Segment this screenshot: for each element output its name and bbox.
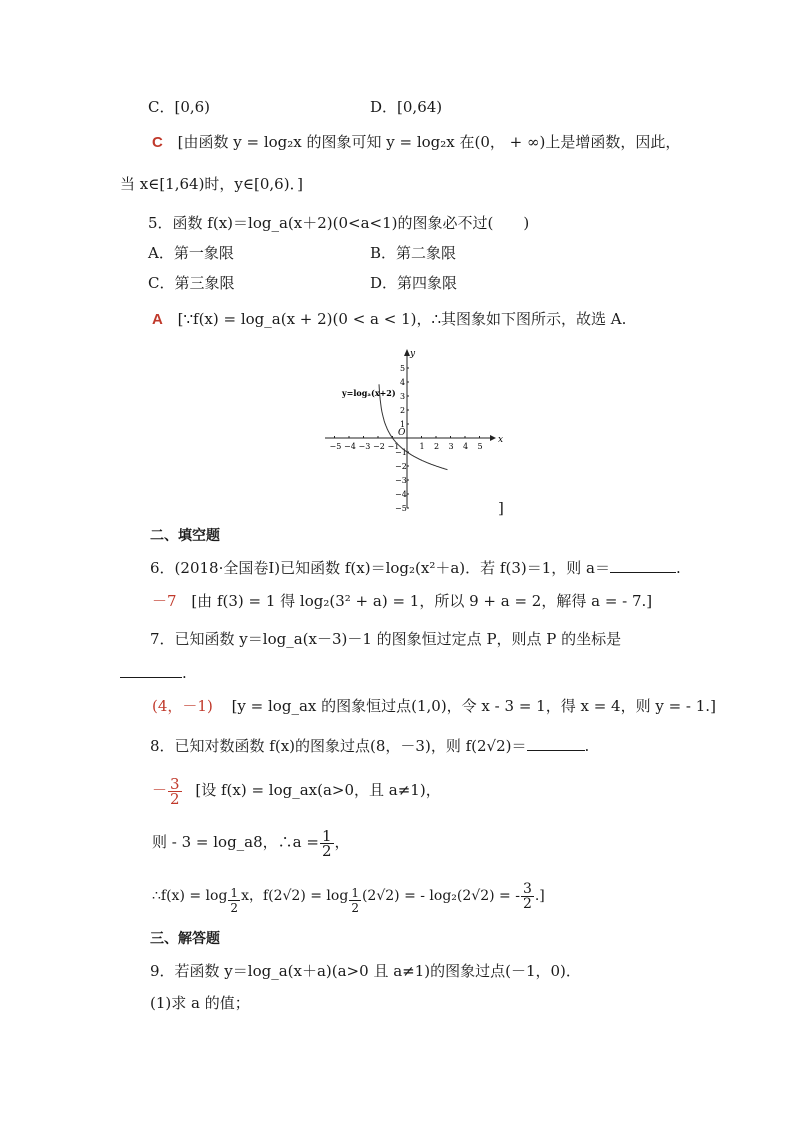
q8-answer-line3 <box>152 876 545 916</box>
q6-answer-text: [由 f(3) = 1 得 log₂(3² + a) = 1，所以 9 + a = 2，解得 a = - 7.] <box>191 592 653 610</box>
q8-line2-post: ， <box>334 833 350 851</box>
q8-line3-c: (2√2) = - log₂(2√2) = - <box>361 888 520 904</box>
q8-line3-b: x，f(2√2) = log <box>241 888 349 904</box>
y-tick-label: −2 <box>395 462 407 471</box>
q4-answer-letter: C <box>152 134 163 151</box>
x-tick-label: −5 <box>329 442 342 451</box>
x-tick-label: 1 <box>419 442 425 451</box>
q6-answer-value: －7 <box>152 592 177 610</box>
section-2-title: 二、填空题 <box>150 528 220 544</box>
y-tick-label: −4 <box>395 490 407 499</box>
q8-answer-blank <box>527 736 585 751</box>
x-tick-label: −3 <box>358 442 371 451</box>
q8-end: . <box>584 737 590 755</box>
section-3-title: 三、解答题 <box>150 931 220 947</box>
q8-line3-d: .] <box>534 888 545 904</box>
q4-option-d: D．[0,64) <box>370 98 443 116</box>
x-tick-label: −2 <box>373 442 385 451</box>
q8-text: 8．已知对数函数 f(x)的图象过点(8，－3)，则 f(2√2)＝ <box>150 737 527 755</box>
q7-answer-blank <box>120 663 182 678</box>
q5-stem: 5．函数 f(x)＝log_a(x＋2)(0<a<1)的图象必不过( ) <box>148 214 530 232</box>
y-tick-label: 5 <box>400 364 406 373</box>
x-axis-arrow <box>490 435 496 441</box>
y-tick-label: 4 <box>400 378 406 387</box>
x-tick-label: 4 <box>463 442 469 451</box>
curve-label: y=logₐ(x+2) <box>342 388 396 398</box>
q9-sub1: (1)求 a 的值； <box>150 994 250 1012</box>
q8-base-half-1: $\frac{1}{2}$ <box>230 886 239 915</box>
q6-end: . <box>676 559 681 577</box>
q6-answer <box>152 590 652 612</box>
origin-label: O <box>398 428 406 438</box>
q7-answer-text: [y = log_ax 的图象恒过点(1,0)，令 x - 3 = 1，得 x = 4，则 y = - 1.] <box>231 697 716 715</box>
q8-answer-line2 <box>152 822 350 862</box>
q8-result-fraction: $\frac{3}{2}$ <box>522 880 532 912</box>
q8-base-half-2: $\frac{1}{2}$ <box>351 886 359 915</box>
x-tick-label: −4 <box>344 442 356 451</box>
y-tick-label: 2 <box>400 406 406 415</box>
log-function-graph <box>320 346 510 516</box>
q4-answer-line2: 当 x∈[1,64)时，y∈[0,6)．] <box>120 175 303 193</box>
x-axis-label: x <box>498 435 504 445</box>
q5-answer-letter: A <box>152 311 163 328</box>
q7-stem: 7．已知函数 y＝log_a(x－3)－1 的图象恒过定点 P，则点 P 的坐标是 <box>150 630 622 648</box>
x-tick-label: 3 <box>448 442 454 451</box>
q7-end: . <box>182 664 187 682</box>
graph-close-bracket: ] <box>498 499 504 517</box>
q5-option-a: A．第一象限 <box>148 244 234 262</box>
q8-answer-sign: － <box>152 781 168 799</box>
x-tick-label: −1 <box>387 442 400 451</box>
q8-line2-text: 则 - 3 = log_a8，∴a = <box>152 833 319 851</box>
q9-stem: 9．若函数 y＝log_a(x＋a)(a>0 且 a≠1)的图象过点(－1，0)． <box>150 962 581 980</box>
q8-line3-a: ∴f(x) = log <box>152 888 228 904</box>
q4-answer-line1 <box>152 131 680 154</box>
x-tick-label: 5 <box>477 442 483 451</box>
q4-answer-text: [由函数 y = log₂x 的图象可知 y = log₂x 在(0， + ∞)上是增函数，因此， <box>177 133 681 151</box>
q4-option-c: C．[0,6) <box>148 98 211 116</box>
q5-answer <box>152 308 626 331</box>
q5-option-d: D．第四象限 <box>370 274 458 292</box>
x-tick-label: 2 <box>434 442 440 451</box>
q8-a-fraction: $\frac{1}{2}$ <box>321 826 332 860</box>
y-tick-label: 3 <box>400 392 406 401</box>
q5-answer-text: [∵f(x) = log_a(x + 2)(0 < a < 1)，∴其图象如下图所示，故选 A. <box>177 310 627 328</box>
q6-stem <box>150 557 681 579</box>
q8-answer-fraction: $\frac{3}{2}$ <box>170 774 180 808</box>
q7-blank-line <box>120 662 187 684</box>
y-tick-label: −1 <box>395 448 407 457</box>
q5-option-c: C．第三象限 <box>148 274 235 292</box>
q8-stem <box>150 735 589 757</box>
y-axis-label: y <box>410 349 416 359</box>
y-tick-label: 1 <box>400 420 406 429</box>
q5-option-b: B．第二象限 <box>370 244 457 262</box>
y-tick-label: −3 <box>395 476 407 485</box>
q7-answer <box>152 695 716 717</box>
q6-text: 6．(2018·全国卷Ⅰ)已知函数 f(x)＝log₂(x²＋a)．若 f(3)＝1，则 a＝ <box>150 559 610 577</box>
y-tick-label: −5 <box>395 504 407 513</box>
q6-answer-blank <box>610 558 676 573</box>
q7-answer-value: (4，－1) <box>152 697 213 715</box>
q8-answer-text1: [设 f(x) = log_ax(a>0，且 a≠1)， <box>195 781 441 799</box>
q8-answer-line1 <box>152 770 441 810</box>
